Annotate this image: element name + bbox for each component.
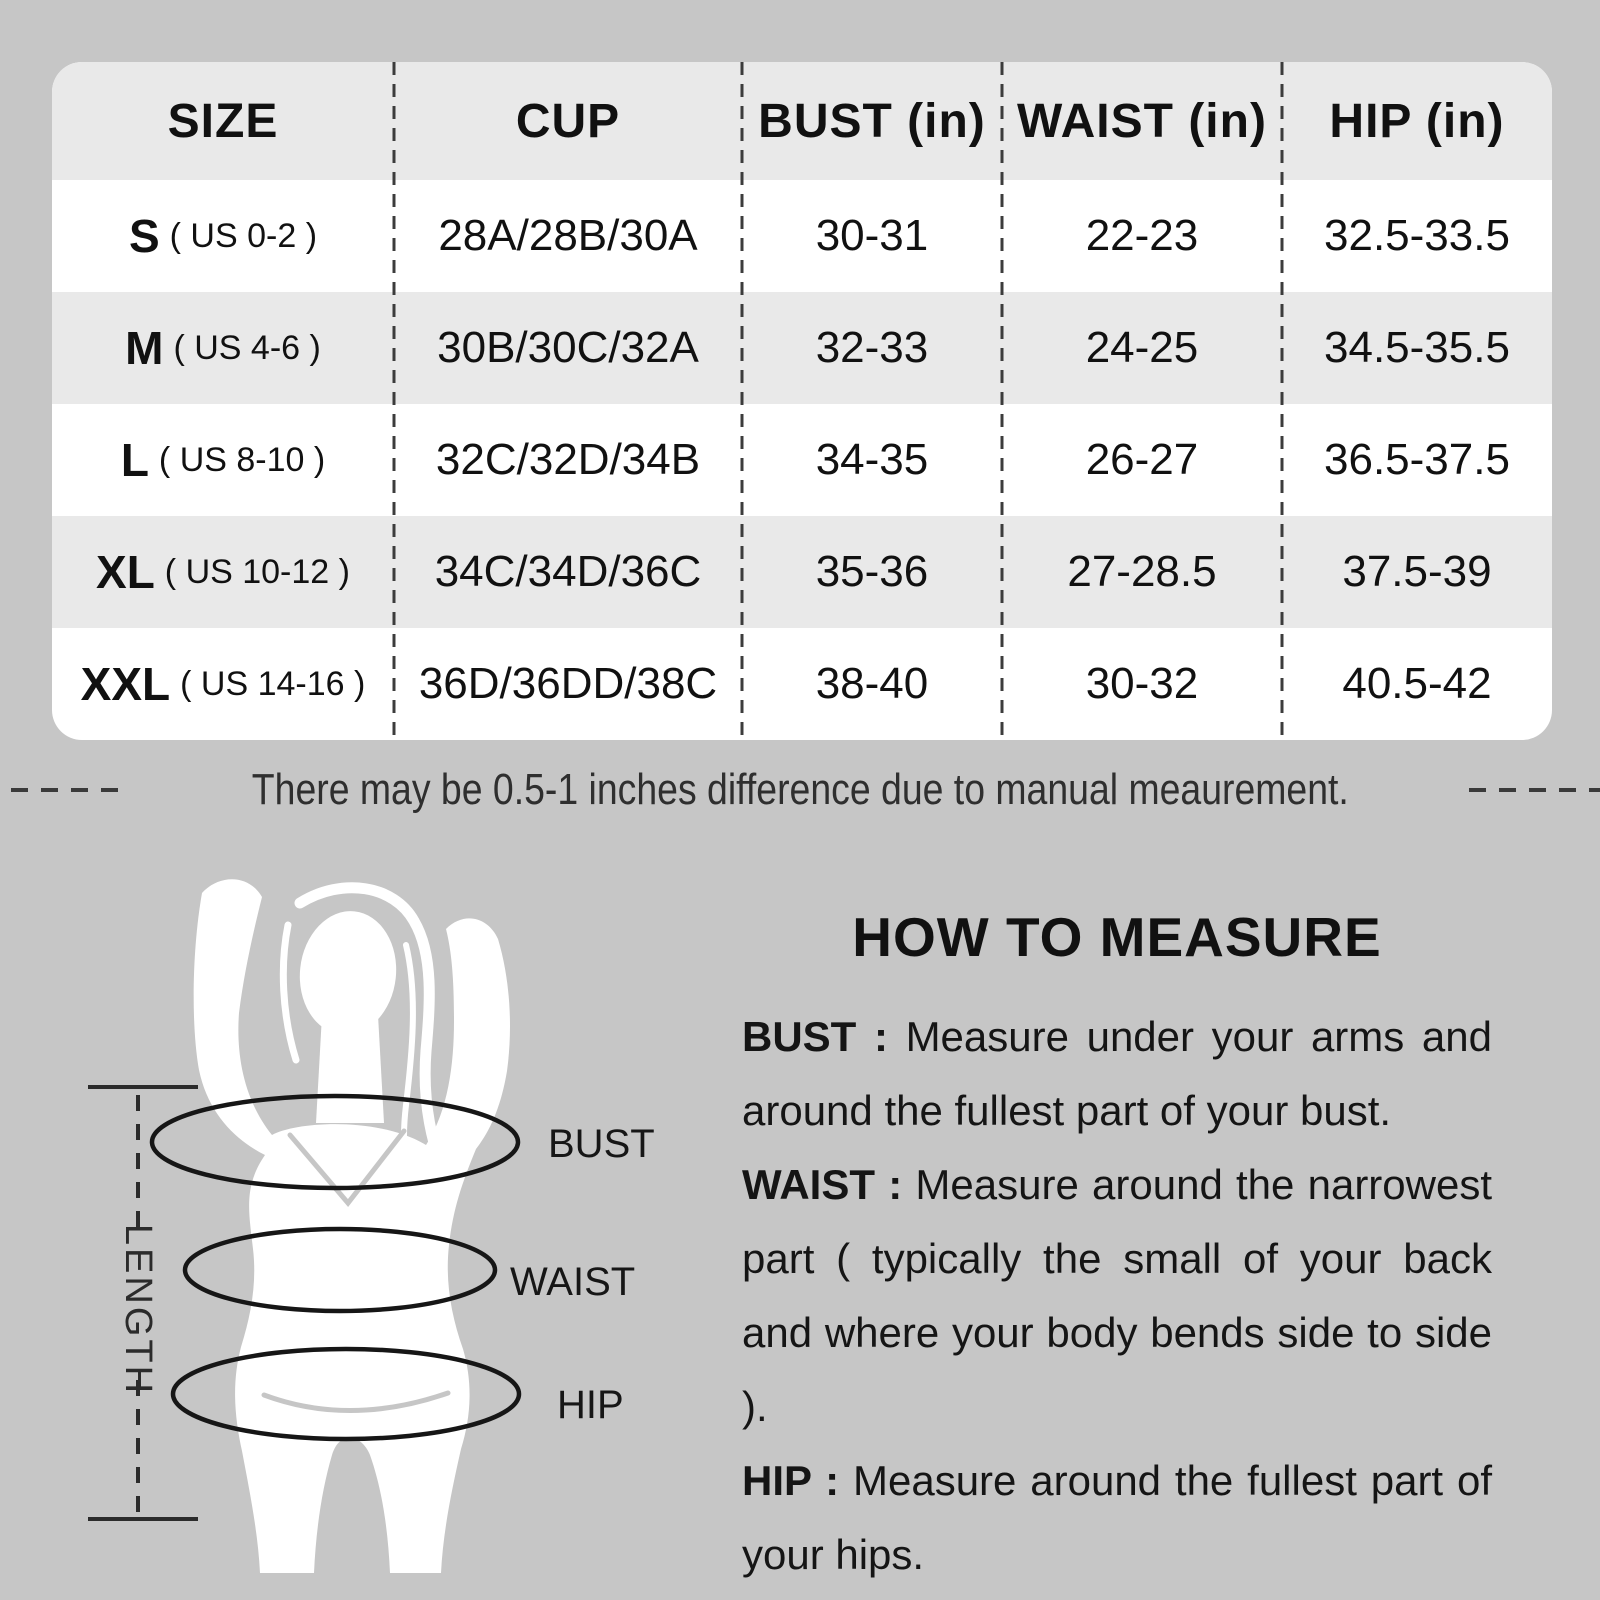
hip-cell: 37.5-39 xyxy=(1342,547,1492,596)
column-header-waist: WAIST (in) xyxy=(1016,94,1267,148)
cup-cell: 28A/28B/30A xyxy=(438,211,698,260)
size-code: M xyxy=(125,322,164,374)
table-header-row xyxy=(52,62,1552,180)
bust-cell: 34-35 xyxy=(815,435,929,484)
size-us-range: ( US 14-16 ) xyxy=(180,664,366,703)
bust-instruction xyxy=(742,1000,1492,1148)
size-us-range: ( US 8-10 ) xyxy=(158,440,326,479)
size-cell xyxy=(52,404,394,516)
table-row xyxy=(52,516,1552,628)
length-label: LENGTH xyxy=(117,1223,159,1397)
size-cell xyxy=(52,516,394,628)
hip-cell: 36.5-37.5 xyxy=(1324,435,1510,484)
size-code: S xyxy=(128,210,160,262)
waist-label: WAIST xyxy=(510,1260,636,1304)
hip-cell: 32.5-33.5 xyxy=(1324,211,1510,260)
cup-cell: 32C/32D/34B xyxy=(435,435,701,484)
waist-cell: 26-27 xyxy=(1085,435,1199,484)
size-chart-table xyxy=(52,62,1552,740)
bust-instruction-text: Measure under your arms and around the fullest part of your bust. xyxy=(742,1013,1492,1134)
hip-cell: 34.5-35.5 xyxy=(1324,323,1510,372)
waist-instruction-label: WAIST : xyxy=(742,1161,903,1208)
hip-label: HIP xyxy=(557,1383,624,1427)
cup-cell: 30B/30C/32A xyxy=(437,323,699,372)
measurement-figure xyxy=(50,855,730,1580)
size-code: XL xyxy=(96,546,155,598)
measurement-note xyxy=(40,762,1560,818)
size-cell xyxy=(52,180,394,292)
column-header-cup: CUP xyxy=(515,94,621,148)
waist-cell: 22-23 xyxy=(1085,211,1199,260)
hip-cell: 40.5-42 xyxy=(1342,659,1492,708)
size-us-range: ( US 4-6 ) xyxy=(173,328,321,367)
size-us-range: ( US 0-2 ) xyxy=(169,216,318,255)
waist-cell: 27-28.5 xyxy=(1067,547,1217,596)
waist-instruction-text: Measure around the narrowest part ( typically the small of your back and where your body bends side to side ). xyxy=(742,1161,1493,1430)
waist-cell: 24-25 xyxy=(1085,323,1199,372)
how-to-measure-instructions xyxy=(742,1000,1492,1592)
cup-cell: 34C/34D/36C xyxy=(434,547,702,596)
table-row xyxy=(52,404,1552,516)
bust-cell: 30-31 xyxy=(815,211,929,260)
waist-cell: 30-32 xyxy=(1085,659,1199,708)
column-header-size: SIZE xyxy=(167,94,279,148)
size-code: L xyxy=(120,434,149,486)
hip-instruction xyxy=(742,1444,1492,1592)
hip-instruction-text: Measure around the fullest part of your hips. xyxy=(742,1457,1492,1578)
cup-cell: 36D/36DD/38C xyxy=(418,659,718,708)
how-to-measure-title: HOW TO MEASURE xyxy=(852,906,1382,968)
table-row xyxy=(52,628,1552,740)
size-cell xyxy=(52,628,394,740)
note-dash-right xyxy=(1469,788,1600,792)
size-code: XXL xyxy=(80,658,171,710)
bust-label: BUST xyxy=(548,1122,655,1166)
waist-instruction xyxy=(742,1148,1492,1444)
bust-cell: 32-33 xyxy=(815,323,929,372)
bust-instruction-label: BUST : xyxy=(742,1013,888,1060)
note-dash-left xyxy=(0,788,131,792)
column-header-hip: HIP (in) xyxy=(1329,94,1505,148)
woman-silhouette-illustration xyxy=(194,879,510,1573)
column-header-bust: BUST (in) xyxy=(758,94,986,148)
size-us-range: ( US 10-12 ) xyxy=(164,552,350,591)
bust-cell: 35-36 xyxy=(815,547,929,596)
table-row xyxy=(52,180,1552,292)
bust-cell: 38-40 xyxy=(815,659,929,708)
size-cell xyxy=(52,292,394,404)
note-text: There may be 0.5-1 inches difference due to manual meaurement. xyxy=(251,765,1349,814)
hip-instruction-label: HIP : xyxy=(742,1457,840,1504)
table-row xyxy=(52,292,1552,404)
